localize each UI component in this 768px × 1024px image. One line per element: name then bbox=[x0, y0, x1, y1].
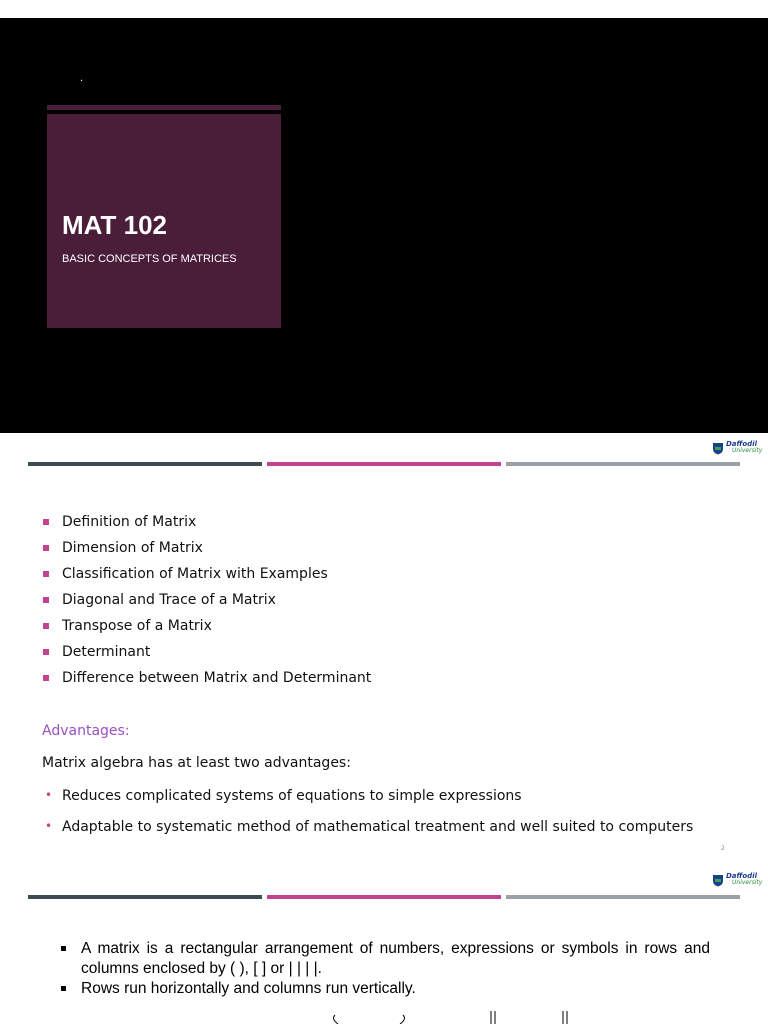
topic-label: Difference between Matrix and Determinant bbox=[62, 670, 372, 686]
list-item bbox=[42, 591, 371, 617]
list-item bbox=[42, 669, 371, 695]
topic-label: Dimension of Matrix bbox=[62, 540, 203, 556]
title-accent-bar bbox=[47, 105, 281, 110]
definition-list bbox=[60, 939, 710, 999]
divider-bar-grey bbox=[506, 462, 740, 466]
list-item bbox=[42, 513, 371, 539]
course-title: MAT 102 bbox=[62, 210, 167, 240]
logo-text-university: University bbox=[732, 447, 763, 454]
dot-bullet-icon: • bbox=[45, 819, 53, 833]
definition-text: Rows run horizontally and columns run vertically. bbox=[81, 980, 416, 997]
contents-slide bbox=[0, 433, 768, 863]
topic-label: Determinant bbox=[62, 644, 151, 660]
square-bullet-icon bbox=[43, 649, 49, 655]
logo-text-university: University bbox=[732, 879, 763, 886]
list-item bbox=[60, 939, 710, 979]
advantage-text: Reduces complicated systems of equations to simple expressions bbox=[62, 788, 522, 804]
title-box bbox=[47, 114, 281, 328]
divider-bar-pink bbox=[267, 895, 501, 899]
square-bullet-icon bbox=[43, 597, 49, 603]
advantage-text: Adaptable to systematic method of mathematical treatment and well suited to computers bbox=[62, 819, 694, 835]
square-bullet-icon bbox=[43, 519, 49, 525]
square-bullet-icon bbox=[61, 986, 66, 991]
course-subtitle: BASIC CONCEPTS OF MATRICES bbox=[62, 253, 237, 265]
topic-label: Diagonal and Trace of a Matrix bbox=[62, 592, 276, 608]
divider-bar-dark bbox=[28, 895, 262, 899]
divider-bar-dark bbox=[28, 462, 262, 466]
list-item bbox=[42, 565, 371, 591]
divider-bar-pink bbox=[267, 462, 501, 466]
square-bullet-icon bbox=[43, 623, 49, 629]
definition-slide bbox=[0, 863, 768, 1024]
square-bullet-icon bbox=[43, 545, 49, 551]
advantage-item bbox=[42, 788, 522, 804]
square-bullet-icon bbox=[43, 571, 49, 577]
slide-dot: . bbox=[80, 73, 84, 84]
topic-label: Classification of Matrix with Examples bbox=[62, 566, 328, 582]
title-slide bbox=[0, 18, 768, 433]
advantages-heading: Advantages: bbox=[42, 723, 130, 739]
square-bullet-icon bbox=[61, 946, 66, 951]
matrix-bracket-fragments bbox=[0, 1011, 768, 1024]
list-item bbox=[42, 539, 371, 565]
page-number: 2 bbox=[721, 845, 725, 852]
topic-label: Transpose of a Matrix bbox=[62, 618, 212, 634]
university-logo bbox=[712, 873, 768, 889]
divider-bar-grey bbox=[506, 895, 740, 899]
topics-list bbox=[42, 513, 371, 695]
logo-text-daffodil: Daffodil bbox=[726, 872, 757, 880]
list-item bbox=[42, 643, 371, 669]
list-item bbox=[60, 979, 710, 999]
advantages-intro: Matrix algebra has at least two advantages: bbox=[42, 755, 351, 771]
topic-label: Definition of Matrix bbox=[62, 514, 197, 530]
logo-text-daffodil: Daffodil bbox=[726, 440, 757, 448]
university-logo bbox=[712, 441, 768, 457]
dot-bullet-icon: • bbox=[45, 788, 53, 802]
advantage-item bbox=[42, 819, 693, 835]
list-item bbox=[42, 617, 371, 643]
definition-text: A matrix is a rectangular arrangement of numbers, expressions or symbols in rows and columns enclosed by ( ), [ ] or | | | |. bbox=[81, 940, 710, 977]
shield-icon bbox=[712, 874, 724, 887]
shield-icon bbox=[712, 442, 724, 455]
square-bullet-icon bbox=[43, 675, 49, 681]
